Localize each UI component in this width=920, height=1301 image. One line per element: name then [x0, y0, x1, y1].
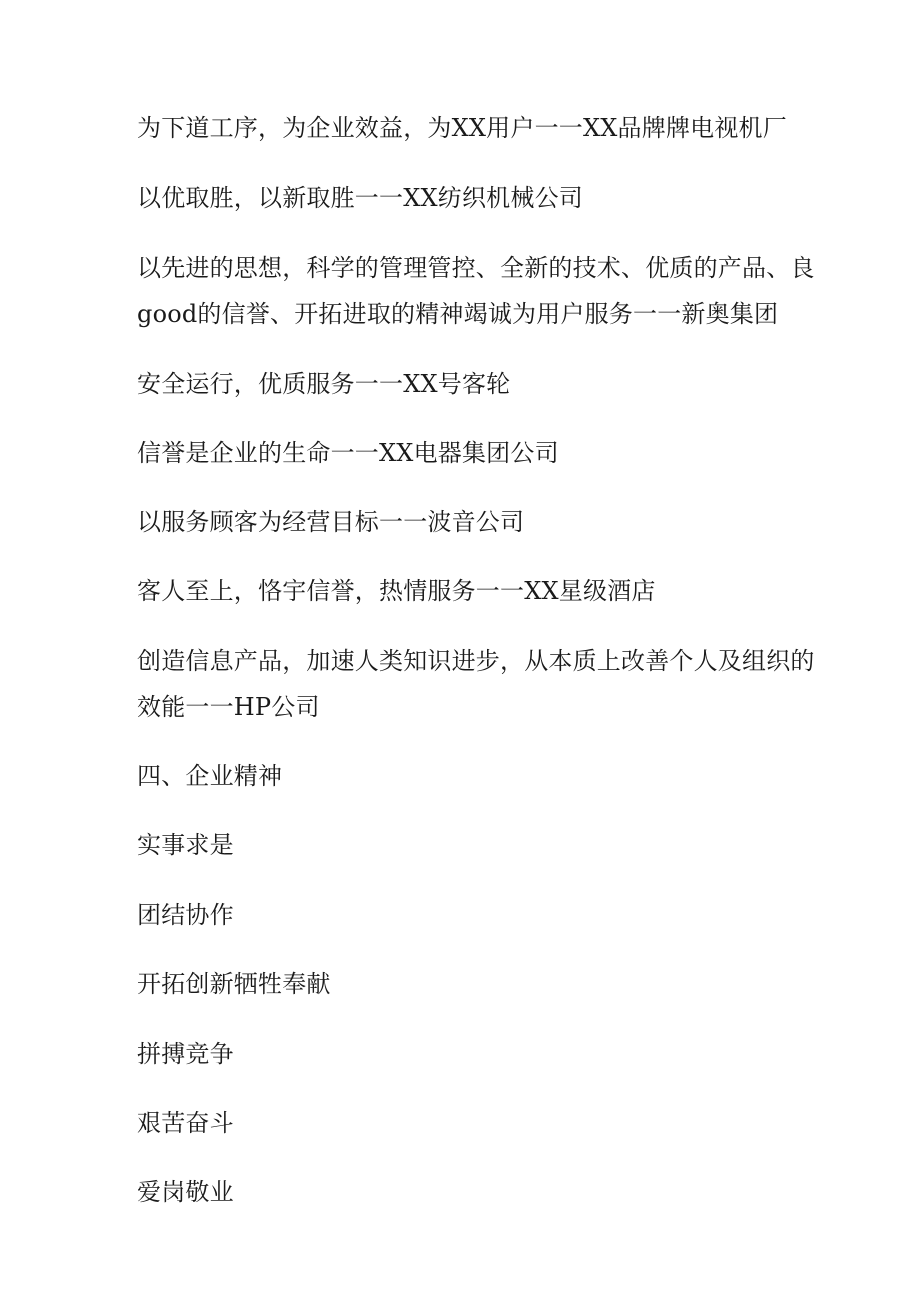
text-line: 信誉是企业的生命一一XX电器集团公司 — [137, 439, 559, 467]
text-line: 为下道工序，为企业效益，为XX用户一一XX品牌牌电视机厂 — [137, 114, 787, 142]
text-line: good的信誉、开拓进取的精神竭诚为用户服务一一新奥集团 — [137, 300, 779, 328]
text-line: 爱岗敬业 — [137, 1178, 234, 1206]
text-line: 以先进的思想，科学的管理管控、全新的技术、优质的产品、良 — [137, 254, 815, 282]
text-line: 创造信息产品，加速人类知识进步，从本质上改善个人及组织的 — [137, 647, 815, 675]
text-line: 团结协作 — [137, 901, 234, 929]
text-line: 以服务顾客为经营目标一一波音公司 — [137, 508, 525, 536]
text-line: 以优取胜，以新取胜一一XX纺织机械公司 — [137, 184, 583, 212]
section-heading: 四、企业精神 — [137, 762, 283, 790]
text-line: 拼搏竞争 — [137, 1040, 234, 1068]
text-line: 实事求是 — [137, 831, 234, 859]
text-line: 艰苦奋斗 — [137, 1109, 234, 1137]
text-line: 开拓创新牺牲奉献 — [137, 970, 331, 998]
text-line: 客人至上，恪宇信誉，热情服务一一XX星级酒店 — [137, 577, 656, 605]
text-line: 安全运行，优质服务一一XX号客轮 — [137, 370, 511, 398]
text-line: 效能一一HP公司 — [137, 693, 320, 721]
